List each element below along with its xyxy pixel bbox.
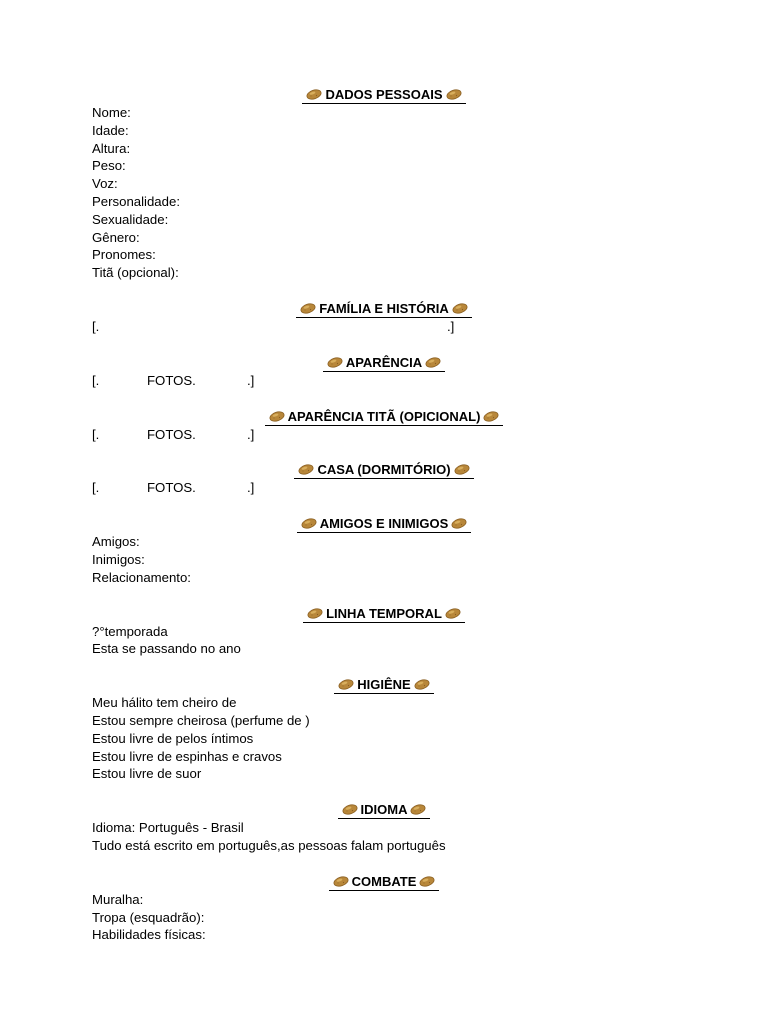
history-placeholder [92,318,676,336]
heading-text: LINHA TEMPORAL [326,605,442,621]
section-amigos-inimigos [92,515,676,586]
field-nome: Nome: [92,105,131,120]
field-escrito: Tudo está escrito em português,as pessoas falam português [92,837,446,853]
potato-icon [425,357,441,368]
section-dados-pessoais [92,86,676,282]
potato-icon [446,89,462,100]
section-heading [92,86,676,104]
field-pronomes: Pronomes: [92,247,156,263]
field-altura: Altura: [92,140,131,156]
field-personalidade: Personalidade: [92,193,180,209]
bracket-open: [. [92,318,100,334]
heading-text: APARÊNCIA [345,354,423,370]
field-espinhas: Estou livre de espinhas e cravos [92,748,282,764]
photo-placeholder [92,426,676,444]
bracket-open: [. [92,372,100,388]
section-higiene [92,676,676,783]
potato-icon [419,876,435,887]
section-heading [92,300,676,318]
field-amigos: Amigos: [92,534,140,550]
potato-icon [452,303,468,314]
potato-icon [342,804,358,815]
section-heading [92,408,676,426]
heading-text: AMIGOS E INIMIGOS [319,516,449,532]
potato-icon [327,357,343,368]
section-idioma [92,801,676,855]
field-suor: Estou livre de suor [92,766,202,782]
potato-icon [298,464,314,475]
heading-text: APARÊNCIA TITÃ (OPICIONAL) [287,408,481,424]
potato-icon [333,876,349,887]
section-heading [92,605,676,623]
fotos-label: FOTOS. [147,426,196,442]
potato-icon [445,608,461,619]
heading-text: FAMÍLIA E HISTÓRIA [319,300,449,316]
fotos-label: FOTOS. [147,372,196,388]
field-perfume: Estou sempre cheirosa (perfume de ) [92,712,310,728]
field-halito: Meu hálito tem cheiro de [92,695,237,711]
document-body [92,86,676,944]
section-linha-temporal [92,605,676,659]
section-aparencia [92,354,676,390]
fotos-label: FOTOS. [147,480,196,496]
bracket-close: .] [247,426,255,442]
section-heading [92,873,676,891]
field-inimigos: Inimigos: [92,551,145,567]
section-heading [92,461,676,479]
field-temporada: ?°temporada [92,623,168,639]
field-relacionamento: Relacionamento: [92,569,191,585]
field-genero: Gênero: [92,229,140,245]
potato-icon [338,679,354,690]
bracket-close: .] [247,480,255,496]
potato-icon [454,464,470,475]
heading-text: IDIOMA [360,802,408,818]
potato-icon [300,303,316,314]
field-ano: Esta se passando no ano [92,641,241,657]
bracket-open: [. [92,426,100,442]
bracket-close: .] [447,318,455,334]
heading-text: COMBATE [351,873,417,889]
section-casa [92,461,676,497]
field-pelos: Estou livre de pelos íntimos [92,730,254,746]
field-tita: Titã (opcional): [92,265,179,281]
potato-icon [414,679,430,690]
bracket-open: [. [92,480,100,496]
section-heading [92,515,676,533]
photo-placeholder [92,372,676,390]
section-heading [92,354,676,372]
heading-text: DADOS PESSOAIS [325,87,443,102]
field-tropa: Tropa (esquadrão): [92,909,205,925]
heading-text: CASA (DORMITÓRIO) [317,462,451,478]
heading-text: HIGIÊNE [357,677,411,693]
field-idade: Idade: [92,122,129,138]
field-sexualidade: Sexualidade: [92,211,169,227]
field-habilidades: Habilidades físicas: [92,927,206,943]
section-familia-historia [92,300,676,336]
section-heading [92,676,676,694]
field-muralha: Muralha: [92,891,144,907]
bracket-close: .] [247,372,255,388]
field-voz: Voz: [92,176,118,192]
photo-placeholder [92,479,676,497]
section-combate [92,873,676,944]
section-aparencia-tita [92,408,676,444]
section-heading [92,801,676,819]
potato-icon [269,411,285,422]
field-idioma: Idioma: Português - Brasil [92,820,244,836]
potato-icon [410,804,426,815]
field-peso: Peso: [92,158,126,174]
potato-icon [306,89,322,100]
potato-icon [307,608,323,619]
potato-icon [483,411,499,422]
potato-icon [451,518,467,529]
potato-icon [301,518,317,529]
